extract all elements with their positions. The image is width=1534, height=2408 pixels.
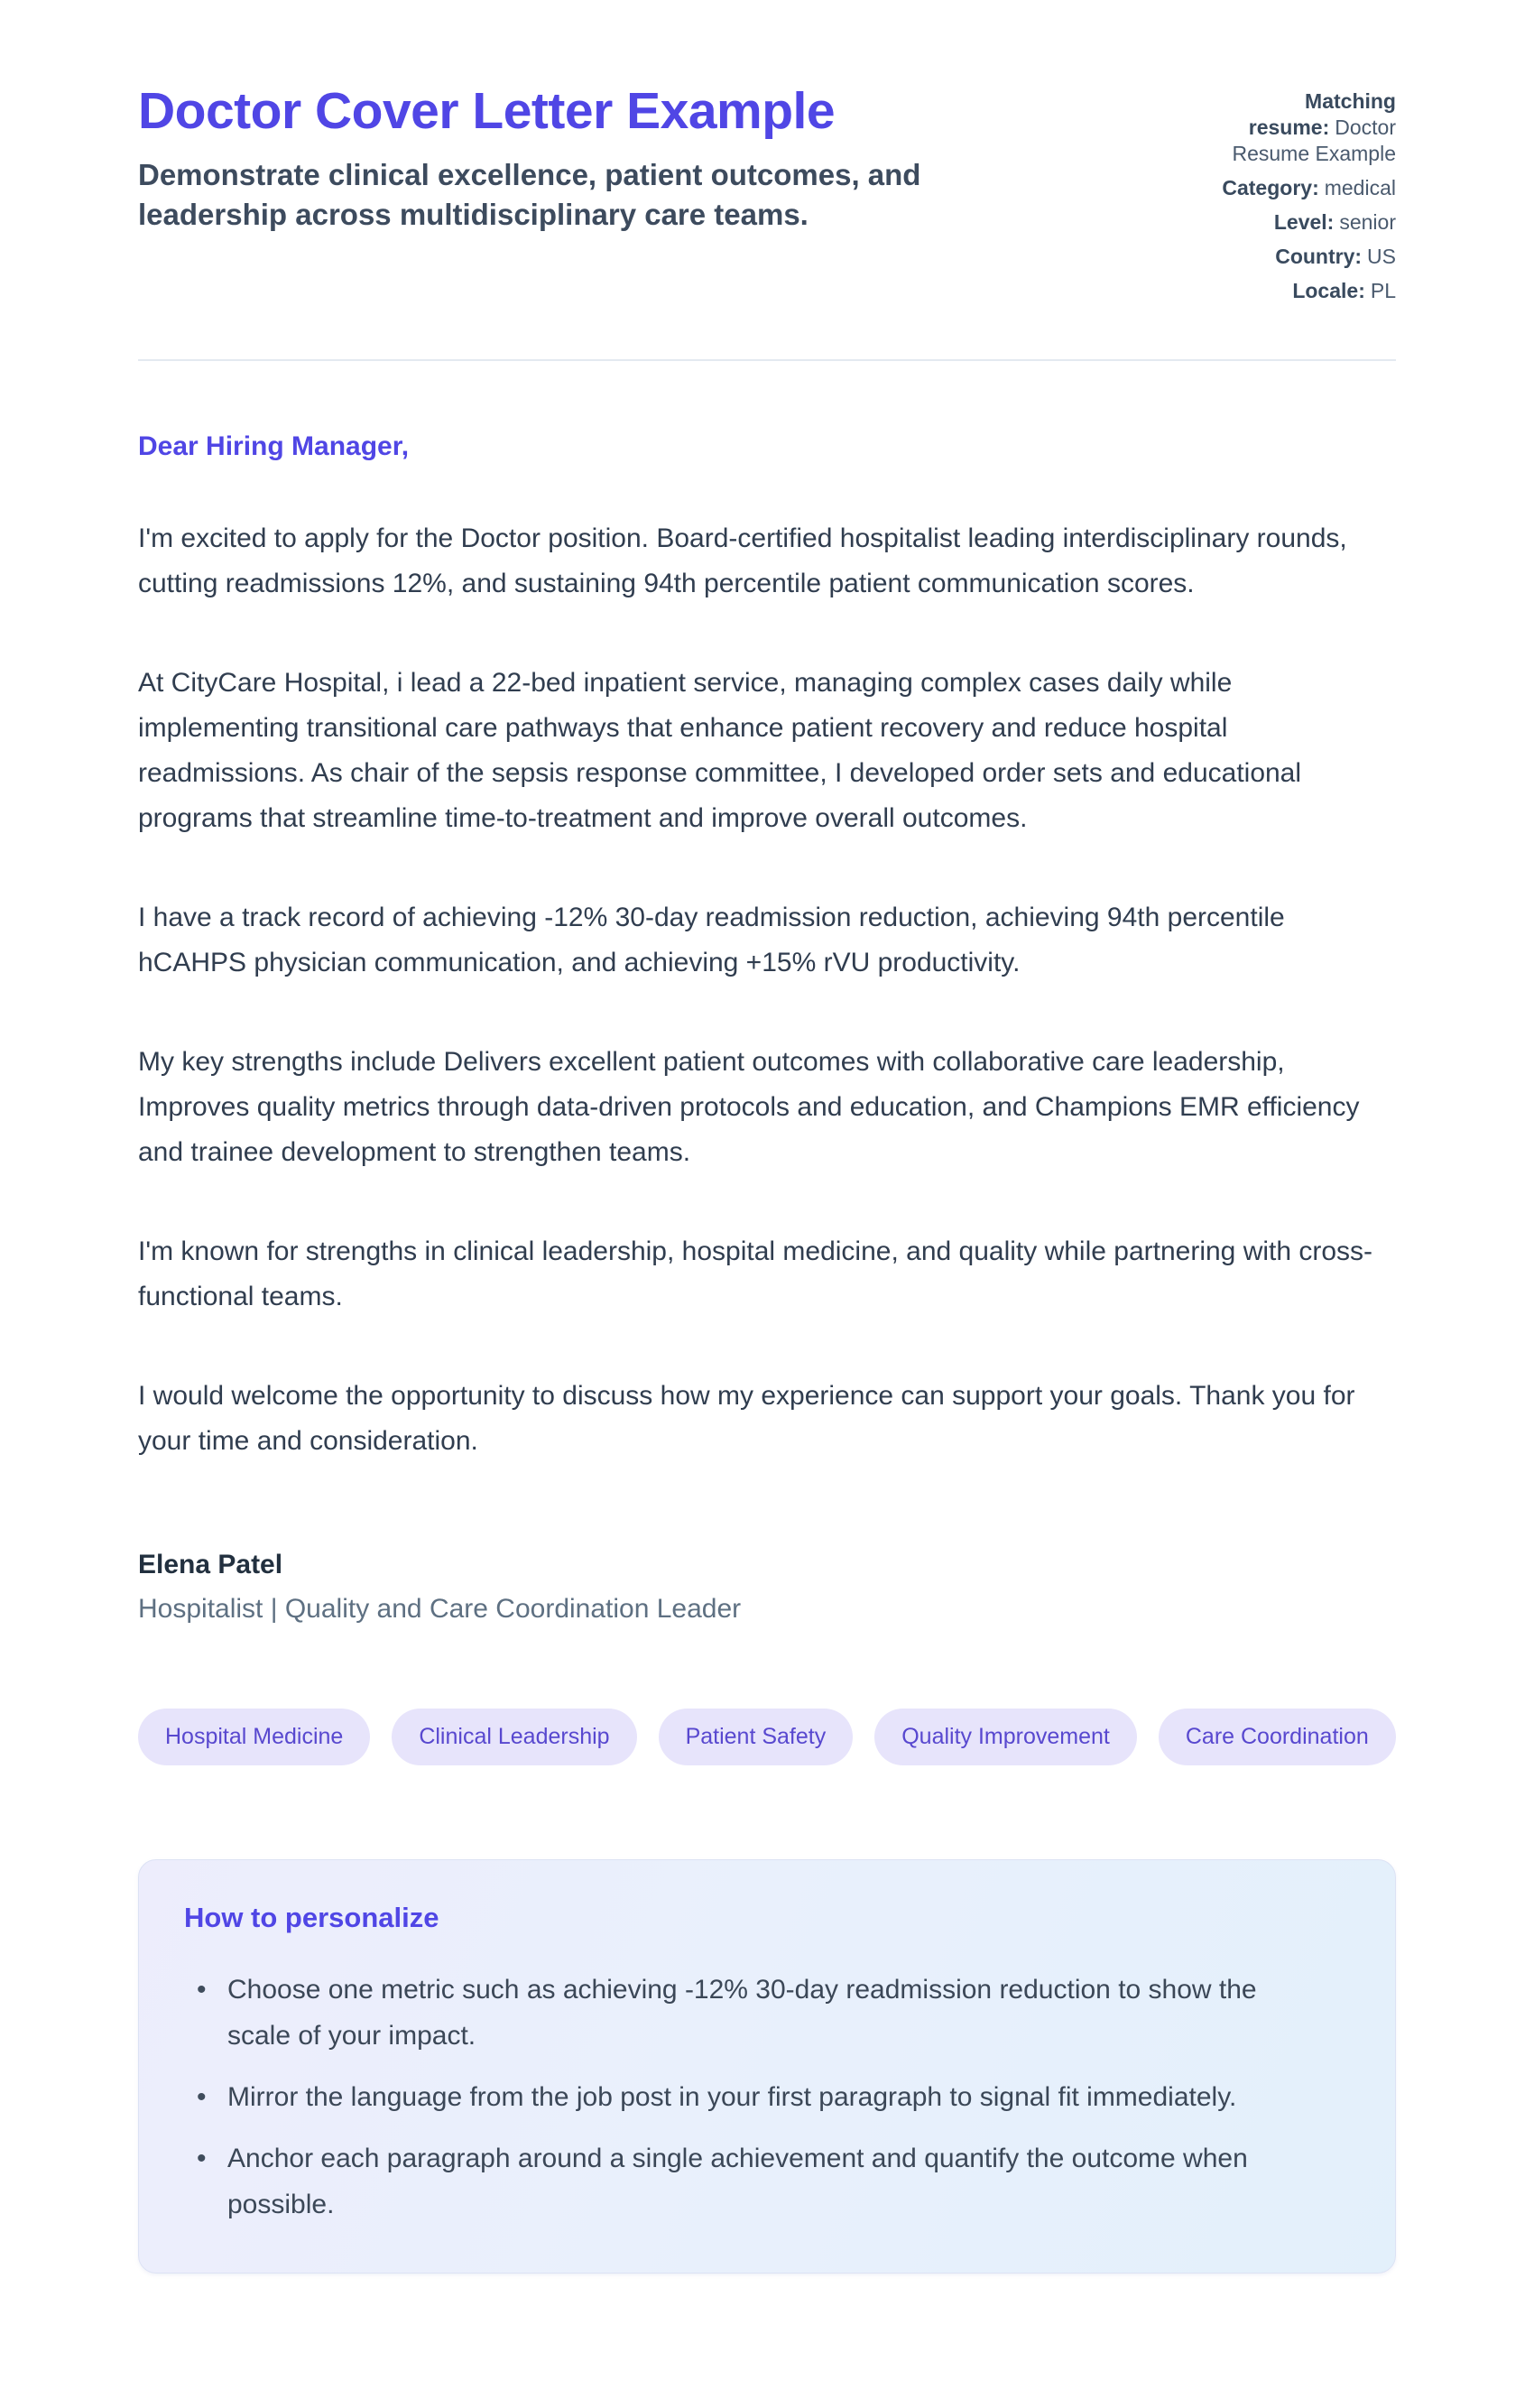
meta-label: Country: [1275,245,1363,268]
letter-paragraph: I'm excited to apply for the Doctor position. Board-certified hospitalist leading interdisciplinary rounds, cutting readmissions 12%, and sustaining 94th percentile patient communication scores. [138,523,1347,598]
meta-value: PL [1370,279,1396,302]
meta-level [1187,209,1396,236]
personalize-bullet: • Mirror the language from the job post in your first paragraph to signal fit immediately. [197,2074,1325,2120]
personalize-title: How to personalize [184,1901,439,1933]
personalize-bullet: • Choose one metric such as achieving -12% 30-day readmission reduction to show the scale of your impact. [197,1967,1325,2059]
meta-country [1187,244,1396,270]
meta-value: Doctor Resume Example [1232,116,1396,165]
tag-pill: Hospital Medicine [138,1709,370,1765]
meta-label: Category: [1222,176,1319,199]
meta-value: medical [1324,176,1396,199]
letter-paragraph: At CityCare Hospital, i lead a 22-bed inpatient service, managing complex cases daily while implementing transitional care pathways that enhance patient recovery and reduce hospital readmissions. As chair of the sepsis response committee, I developed order sets and educational programs that streamline time-to-treatment and improve overall outcomes. [138,668,1302,833]
tag-pill: Care Coordination [1159,1709,1396,1765]
letter-paragraph: I would welcome the opportunity to discuss how my experience can support your goals. Thank you for your time and consideration. [138,1381,1355,1456]
personalize-list [184,1967,1350,2227]
meta-category [1187,175,1396,201]
page-title: Doctor Cover Letter Example [138,82,836,140]
letter-paragraph: My key strengths include Delivers excellent patient outcomes with collaborative care leadership, Improves quality metrics through data-driven protocols and education, and Champions EMR efficiency and trainee development to strengthen teams. [138,1047,1360,1167]
header-title-block [138,83,1072,235]
meta-label: Locale: [1292,279,1365,302]
personalize-bullet: • Anchor each paragraph around a single achievement and quantify the outcome when possible. [197,2135,1325,2227]
meta-matching-resume [1187,88,1396,167]
tag-pill: Patient Safety [659,1709,854,1765]
meta-label: Matching resume: [1248,89,1396,139]
letter-paragraph: I have a track record of achieving -12% 30-day readmission reduction, achieving 94th percentile hCAHPS physician communication, and achieving +15% rVU productivity. [138,903,1285,977]
letter-salutation: Dear Hiring Manager, [138,431,410,461]
signature-name: Elena Patel [138,1550,283,1579]
letter-body [138,431,1396,1625]
tag-pill: Quality Improvement [874,1709,1137,1765]
signature-role: Hospitalist | Quality and Care Coordination Leader [138,1594,742,1624]
header-divider [138,359,1396,361]
meta-locale [1187,278,1396,304]
page-header [138,83,1396,312]
page-subtitle: Demonstrate clinical excellence, patient outcomes, and leadership across multidisciplinary care teams. [138,157,921,231]
personalize-card [138,1859,1396,2274]
meta-value: senior [1339,210,1396,234]
tag-pill: Clinical Leadership [392,1709,636,1765]
meta-label: Level: [1273,210,1335,234]
letter-paragraph: I'm known for strengths in clinical leadership, hospital medicine, and quality while partnering with cross-functional teams. [138,1236,1373,1311]
resume-meta-panel [1187,83,1396,312]
tag-list [138,1709,1396,1765]
meta-value: US [1367,245,1396,268]
signature-block [138,1550,1396,1625]
